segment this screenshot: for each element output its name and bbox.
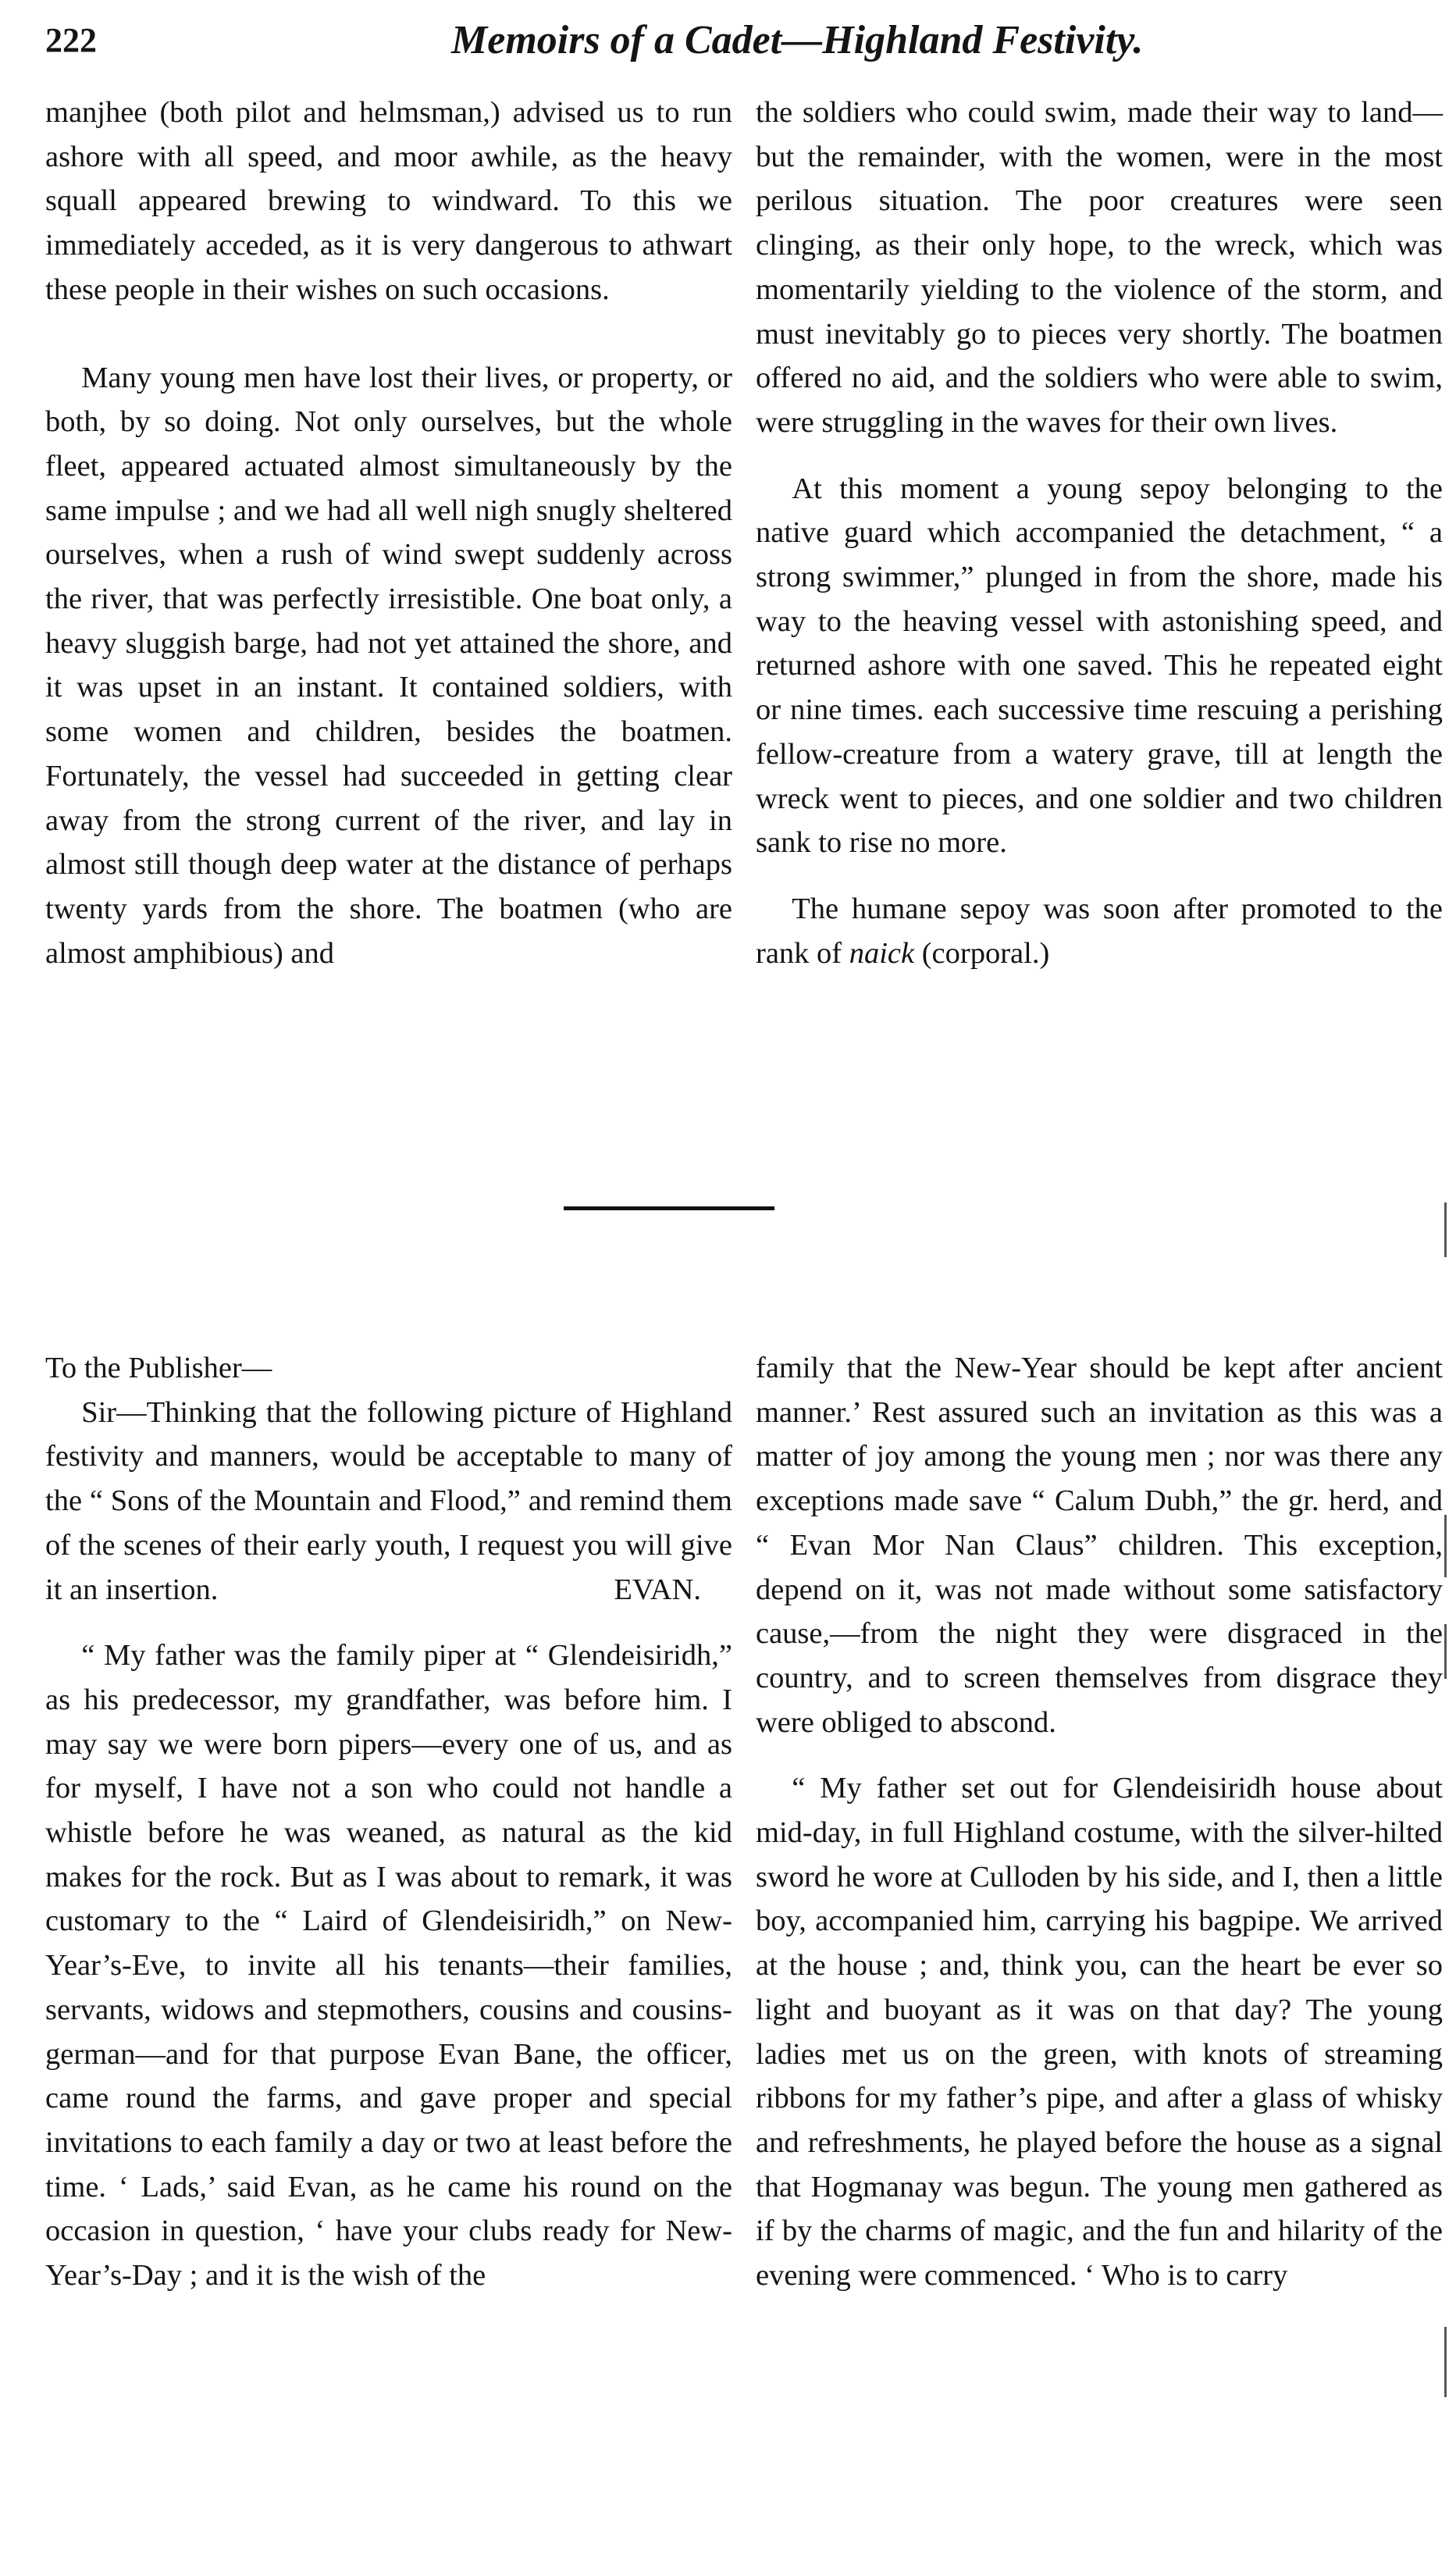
scan-mark [1444, 2327, 1447, 2397]
scan-mark [1444, 1624, 1447, 1679]
running-title: Memoirs of a Cadet—Highland Festivity. [451, 18, 1144, 62]
scan-mark [1444, 1202, 1447, 1257]
scan-mark [1444, 1515, 1447, 1577]
paragraph: the soldiers who could swim, made their way to land—but the remainder, with the women, were in the most perilous situation. The poor creatures were seen clinging, as their only hope, to the wreck, which was momentarily yielding to the violence of the storm, and must inevitably go to pieces very shortly. The boatmen offered no aid, and the soldiers who were able to swim, were struggling in the waves for their own lives. [756, 96, 1443, 439]
section-divider [564, 1206, 774, 1210]
paragraph: Many young men have lost their lives, or property, or both, by so doing. Not only ourselves, but the whole fleet, appeared actuated almost simultaneously by the same impulse ; and we had all well nigh snugly sheltered ourselves, when a rush of wind swept suddenly across the river, that was perfectly irresistible. One boat only, a heavy sluggish barge, had not yet attained the shore, and it was upset in an instant. It contained soldiers, with some women and children, besides the boatmen. Fortunately, the vessel had succeeded in getting clear away from the strong current of the river, and lay in almost still though deep water at the distance of perhaps twenty yards from the shore. The boatmen (who are almost amphibious) and [45, 361, 732, 970]
article-highland-column-left [45, 1346, 732, 2298]
letter-salutation: To the Publisher— [45, 1352, 272, 1384]
paragraph: “ My father was the family piper at “ Glendeisiridh,” as his predecessor, my grandfather, was before him. I may say we were born pipers—every one of us, and as for myself, I have not a son who could not handle a whistle before he was weaned, as natural as the kid makes for the rock. But as I was about to remark, it was customary to the “ Laird of Glendeisiridh,” on New-Year’s-Eve, to invite all his tenants—their families, servants, widows and stepmothers, cousins and cousins-german—and for that purpose Evan Bane, the officer, came round the farms, and gave proper and special invitations to each family a day or two at least before the time. ‘ Lads,’ said Evan, as he came his round on the occasion in question, ‘ have your clubs ready for New-Year’s-Day ; and it is the wish of the [45, 1639, 732, 2293]
paragraph: At this moment a young sepoy belonging to the native guard which accompanied the detachment, “ a strong swimmer,” plunged in from the shore, made his way to the heaving vessel with astonishing speed, and returned ashore with one saved. This he repeated eight or nine times. each successive time rescuing a perishing fellow-creature from a watery grave, till at length the wreck went to pieces, and one soldier and two children sank to rise no more. [756, 472, 1443, 860]
article-memoirs-column-left [45, 91, 732, 975]
paragraph: The humane sepoy was soon after promoted to the rank of naick (corporal.) [756, 892, 1443, 970]
italic-term: naick [849, 936, 915, 970]
page-header [45, 17, 1404, 80]
paragraph: family that the New-Year should be kept after ancient manner.’ Rest assured such an invitation as this was a matter of joy among the young men ; nor was there any exceptions made save “ Calum Dubh,” the gr. herd, and “ Evan Mor Nan Claus” children. This exception, depend on it, was not made without some satisfactory cause,—from the night they were disgraced in the country, and to screen themselves from disgrace they were obliged to abscond. [756, 1352, 1443, 1739]
article-memoirs-column-right [756, 91, 1443, 975]
paragraph: manjhee (both pilot and helmsman,) advised us to run ashore with all speed, and moor awhile, as the heavy squall appeared brewing to windward. To this we immediately acceded, as it is very dangerous to athwart these people in their wishes on such occasions. [45, 96, 732, 306]
letter-signature: EVAN. [614, 1573, 701, 1606]
paragraph: Sir—Thinking that the following picture of Highland festivity and manners, would be acceptable to many of the “ Sons of the Mountain and Flood,” and remind them of the scenes of their early youth, I request you will give it an insertion. EVAN. [45, 1391, 732, 1612]
article-highland-column-right [756, 1346, 1443, 2298]
paragraph: “ My father set out for Glendeisiridh house about mid-day, in full Highland costume, with the silver-hilted sword he wore at Culloden by his side, and I, then a little boy, accompanied him, carrying his bagpipe. We arrived at the house ; and, think you, can the heart be ever so light and buoyant as it was on that day? The young ladies met us on the green, with knots of streaming ribbons for my father’s pipe, and after a glass of whisky and refreshments, he played before the house as a signal that Hogmanay was begun. The young men gathered as if by the charms of magic, and the fun and hilarity of the evening were commenced. ‘ Who is to carry [756, 1772, 1443, 2293]
page-number: 222 [45, 21, 97, 59]
